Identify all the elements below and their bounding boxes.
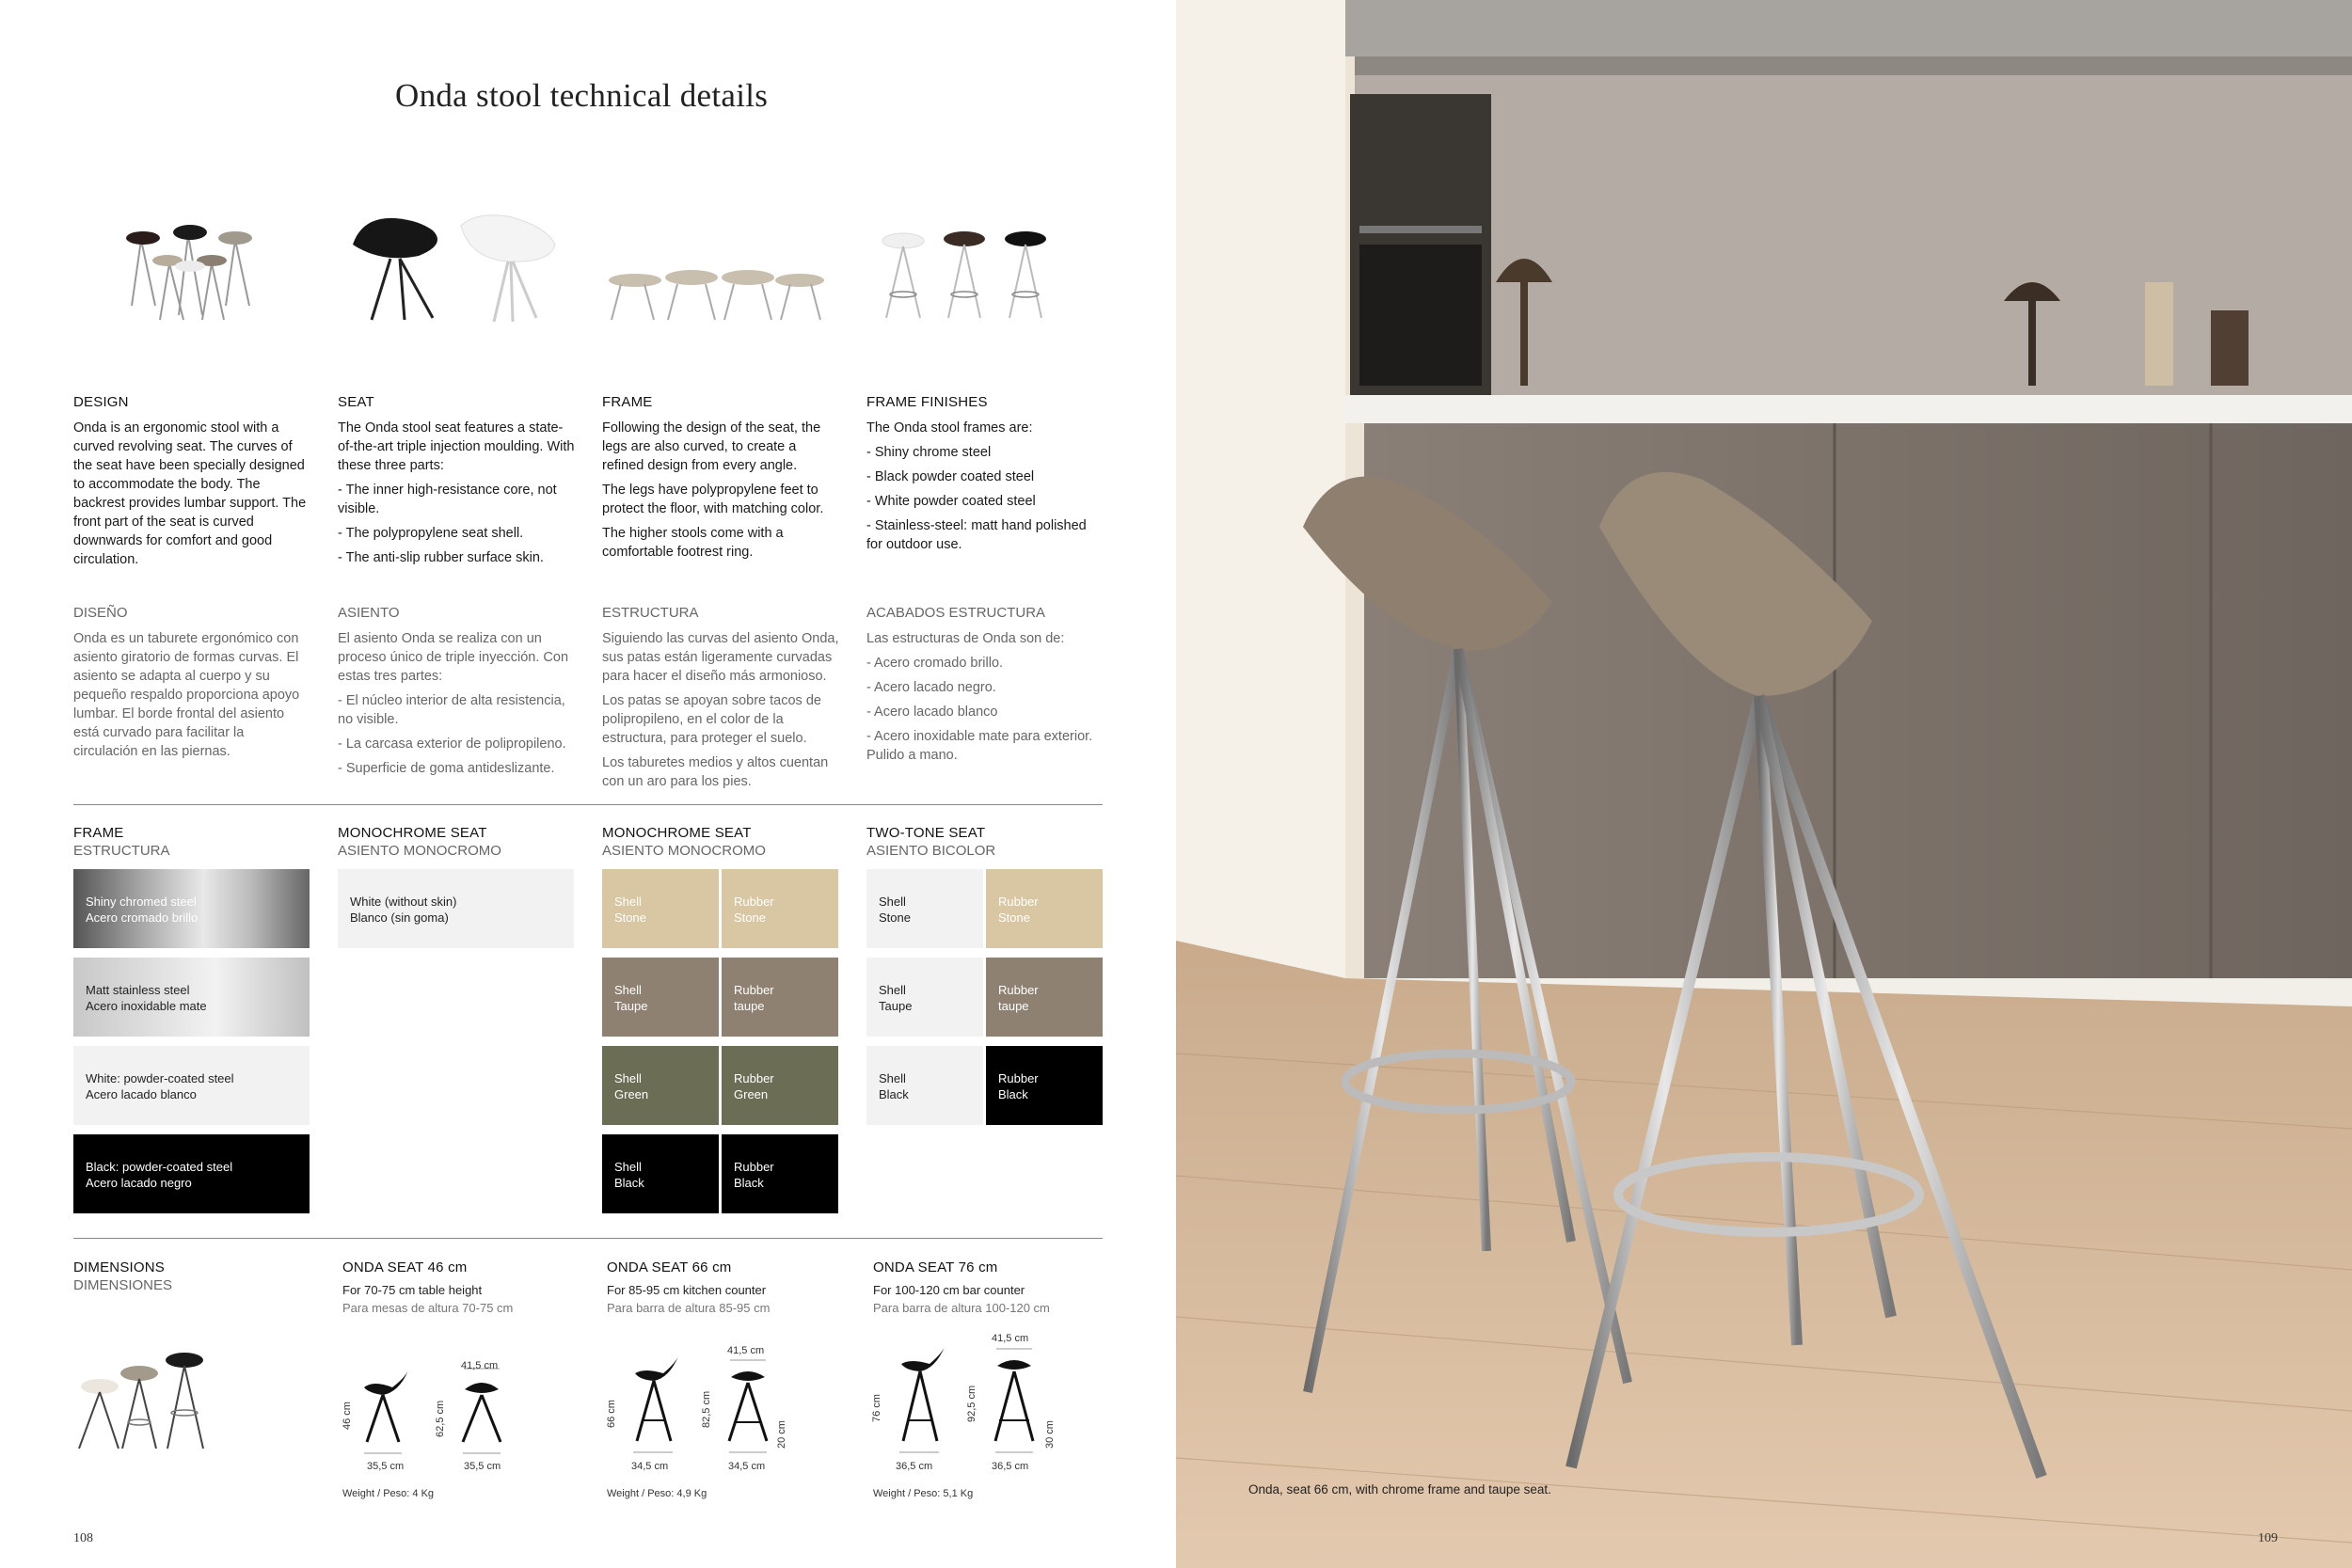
seat-text-2: - The inner high-resistance core, not visible.	[338, 483, 557, 516]
column-acabados	[866, 605, 1104, 770]
weight-46: Weight / Peso: 4 Kg	[342, 1488, 435, 1499]
acabados-text-1: Las estructuras de Onda son de:	[866, 631, 1065, 646]
kitchen-photo	[1176, 0, 2352, 1568]
estructura-heading: ESTRUCTURA	[602, 605, 699, 621]
estructura-text-1: Siguiendo las curvas del asiento Onda, sus patas están ligeramente curvadas para hacer el diseño más armonioso.	[602, 631, 839, 684]
swatch-shell-stone: Shell Stone	[602, 869, 719, 948]
asiento-text-1: El asiento Onda se realiza con un proceso único de triple inyección. Con estas tres partes:	[338, 631, 569, 684]
dim-h-66: 66 cm	[606, 1400, 617, 1428]
page-title: Onda stool technical details	[395, 77, 769, 114]
stool-group-image-2	[602, 263, 828, 325]
swatch-twotone-rubber-stone: Rubber Stone	[986, 869, 1103, 948]
acabados-text-4: - Acero lacado blanco	[866, 705, 998, 720]
acabados-text-5: - Acero inoxidable mate para exterior. Pulido a mano.	[866, 729, 1093, 763]
swatch-twotone-shell-black: Shell Black	[866, 1046, 983, 1125]
stool-group-image-3	[875, 224, 1063, 323]
stool-seat-image	[343, 207, 579, 325]
seat-text-4: - The anti-slip rubber surface skin.	[338, 550, 544, 565]
finishes-text-4: - White powder coated steel	[866, 494, 1036, 509]
page-number-left: 108	[73, 1531, 93, 1545]
dim-w2-76: 36,5 cm	[992, 1461, 1029, 1472]
dim-w1-46: 35,5 cm	[367, 1461, 405, 1472]
stool-group-image-1	[113, 212, 273, 325]
column-frame	[602, 394, 839, 567]
seat-heading: SEAT	[338, 394, 374, 410]
diseno-heading: DISEÑO	[73, 605, 128, 621]
design-text: Onda is an ergonomic stool with a curved revolving seat. The curves of the seat have been specially designed to accommodate the body. The backrest provides lumbar support. The front part of the seat is curved downwards for comfort and good circulation.	[73, 420, 307, 567]
diagram-46	[341, 1359, 510, 1472]
swatch-white-no-skin: White (without skin) Blanco (sin goma)	[338, 869, 574, 948]
mono-seat-heading-2: MONOCHROME SEAT ASIENTO MONOCROMO	[602, 825, 766, 859]
frame-text-1: Following the design of the seat, the legs are also curved, to create a refined design from every angle.	[602, 420, 821, 473]
design-heading: DESIGN	[73, 394, 129, 410]
frame-finish-heading: FRAME ESTRUCTURA	[73, 825, 170, 859]
acabados-text-3: - Acero lacado negro.	[866, 680, 996, 695]
swatch-rubber-taupe: Rubber taupe	[722, 958, 838, 1037]
dim-h-76: 76 cm	[871, 1394, 882, 1422]
acabados-heading: ACABADOS ESTRUCTURA	[866, 605, 1046, 621]
column-diseno	[73, 605, 310, 767]
column-seat	[338, 394, 575, 573]
photo-caption: Onda, seat 66 cm, with chrome frame and taupe seat.	[1248, 1482, 1551, 1497]
dim-h2-66: 82,5 cm	[701, 1390, 712, 1428]
swatch-shell-taupe: Shell Taupe	[602, 958, 719, 1037]
kitchen-photo-illustration	[1176, 0, 2352, 1568]
dim-h-46: 46 cm	[342, 1402, 353, 1430]
column-frame-finishes	[866, 394, 1104, 560]
swatch-twotone-shell-taupe: Shell Taupe	[866, 958, 983, 1037]
swatch-shell-black: Shell Black	[602, 1134, 719, 1213]
divider	[73, 1238, 1103, 1239]
dim-w1-76: 36,5 cm	[896, 1461, 933, 1472]
weight-66: Weight / Peso: 4,9 Kg	[607, 1488, 707, 1499]
dim-w2-46: 35,5 cm	[464, 1461, 501, 1472]
estructura-text-3: Los taburetes medios y altos cuentan con un aro para los pies.	[602, 755, 829, 789]
seat-text-1: The Onda stool seat features a state-of-the-art triple injection moulding. With these three parts:	[338, 420, 575, 473]
model-46: ONDA SEAT 46 cm For 70-75 cm table height Para mesas de altura 70-75 cm	[342, 1259, 514, 1315]
dim-top-76: 41,5 cm	[992, 1333, 1029, 1344]
column-estructura	[602, 605, 839, 797]
finishes-text-3: - Black powder coated steel	[866, 469, 1035, 484]
page-number-right: 109	[2258, 1531, 2278, 1545]
two-tone-heading: TWO-TONE SEAT ASIENTO BICOLOR	[866, 825, 996, 859]
model-76: ONDA SEAT 76 cm For 100-120 cm bar counter Para barra de altura 100-120 cm	[873, 1259, 1050, 1315]
dim-ring-66: 20 cm	[776, 1420, 787, 1449]
swatch-matt-stainless: Matt stainless steel Acero inoxidable mate	[73, 958, 310, 1037]
column-asiento	[338, 605, 575, 784]
swatch-rubber-black: Rubber Black	[722, 1134, 838, 1213]
acabados-text-2: - Acero cromado brillo.	[866, 656, 1004, 671]
asiento-text-2: - El núcleo interior de alta resistencia, no visible.	[338, 693, 565, 727]
dim-h2-76: 92,5 cm	[966, 1385, 977, 1422]
dim-top-66: 41,5 cm	[727, 1345, 765, 1356]
weight-76: Weight / Peso: 5,1 Kg	[873, 1488, 974, 1499]
swatch-shell-green: Shell Green	[602, 1046, 719, 1125]
dim-top-46: 41,5 cm	[461, 1360, 499, 1371]
dim-w2-66: 34,5 cm	[728, 1461, 766, 1472]
asiento-heading: ASIENTO	[338, 605, 400, 621]
swatch-twotone-shell-stone: Shell Stone	[866, 869, 983, 948]
dimensions-heading: DIMENSIONS DIMENSIONES	[73, 1259, 173, 1293]
dim-ring-76: 30 cm	[1044, 1420, 1056, 1449]
asiento-text-3: - La carcasa exterior de polipropileno.	[338, 736, 566, 752]
seat-text-3: - The polypropylene seat shell.	[338, 526, 524, 541]
finishes-text-2: - Shiny chrome steel	[866, 445, 992, 460]
swatch-rubber-stone: Rubber Stone	[722, 869, 838, 948]
model-66: ONDA SEAT 66 cm For 85-95 cm kitchen counter Para barra de altura 85-95 cm	[607, 1259, 771, 1315]
swatch-twotone-rubber-black: Rubber Black	[986, 1046, 1103, 1125]
dim-h2-46: 62,5 cm	[435, 1400, 446, 1437]
asiento-text-4: - Superficie de goma antideslizante.	[338, 761, 555, 776]
finishes-text-1: The Onda stool frames are:	[866, 420, 1033, 436]
frame-heading: FRAME	[602, 394, 653, 410]
frame-finishes-heading: FRAME FINISHES	[866, 394, 988, 410]
frame-text-3: The higher stools come with a comfortable footrest ring.	[602, 526, 784, 560]
finishes-text-5: - Stainless-steel: matt hand polished for outdoor use.	[866, 518, 1087, 552]
estructura-text-2: Los patas se apoyan sobre tacos de polipropileno, en el color de la estructura, para proteger el suelo.	[602, 693, 821, 746]
mono-seat-heading-1: MONOCHROME SEAT ASIENTO MONOCROMO	[338, 825, 501, 859]
divider	[73, 804, 1103, 805]
swatch-white-steel: White: powder-coated steel Acero lacado blanco	[73, 1046, 310, 1125]
frame-text-2: The legs have polypropylene feet to protect the floor, with matching color.	[602, 483, 824, 516]
swatch-rubber-green: Rubber Green	[722, 1046, 838, 1125]
swatch-black-steel: Black: powder-coated steel Acero lacado negro	[73, 1134, 310, 1213]
stool-sizes-image	[73, 1347, 215, 1452]
diseno-text: Onda es un taburete ergonómico con asiento giratorio de formas curvas. El asiento se adapta al cuerpo y su pequeño respaldo proporciona apoyo lumbar. El borde frontal del asiento está curvado para facilitar la circulación en las piernas.	[73, 631, 300, 759]
dim-w1-66: 34,5 cm	[631, 1461, 669, 1472]
swatch-shiny-chrome: Shiny chromed steel Acero cromado brillo	[73, 869, 310, 948]
swatch-twotone-rubber-taupe: Rubber taupe	[986, 958, 1103, 1037]
column-design	[73, 394, 310, 575]
